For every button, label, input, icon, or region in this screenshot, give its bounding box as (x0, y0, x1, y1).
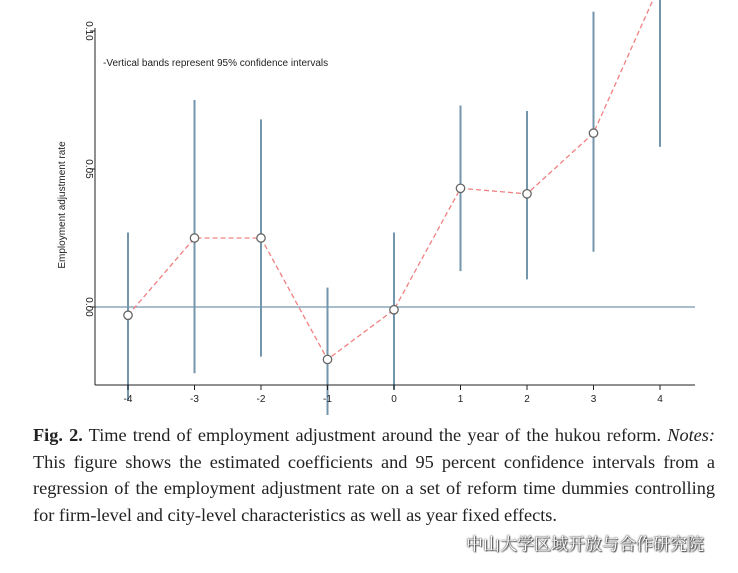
y-tick-label: 0.10 (83, 21, 94, 41)
x-tick-label: 0 (391, 394, 397, 405)
x-tick-label: 2 (524, 394, 530, 405)
coefficient-series (124, 0, 664, 364)
x-tick-label: 1 (457, 394, 464, 405)
watermark-text: 中山大学区域开放与合作研究院 (466, 534, 704, 555)
coefficient-point (323, 355, 331, 363)
y-axis-label: Employment adjustment rate (57, 141, 68, 269)
watermark (432, 527, 704, 557)
coefficient-point (190, 234, 198, 242)
coefficient-point (589, 129, 597, 137)
x-tick-label: 3 (590, 394, 597, 405)
coefficient-point (257, 234, 265, 242)
x-tick-label: 4 (657, 394, 663, 405)
figure-label: Fig. 2. (33, 425, 83, 445)
coefficient-point (124, 311, 132, 319)
coefficient-point (390, 306, 398, 314)
x-tick-label: -1 (323, 394, 332, 405)
figure-caption (33, 422, 715, 528)
y-tick-label: 0.05 (83, 159, 94, 179)
ci-annotation: -Vertical bands represent 95% confidence intervals (103, 58, 329, 69)
y-tick-label: 0.00 (83, 297, 94, 317)
coefficient-point (523, 190, 531, 198)
x-tick-label: -4 (123, 394, 133, 405)
caption-text-1: Time trend of employment adjustment around the year of the hukou reform. (82, 425, 668, 445)
coefficient-point (456, 184, 464, 192)
notes-label: Notes: (667, 425, 715, 445)
wechat-icon (432, 529, 458, 556)
x-tick-label: -3 (190, 394, 199, 405)
x-tick-label: -2 (256, 394, 266, 405)
caption-text-2: This figure shows the estimated coefficients and 95 percent confidence intervals from a regression of the employment adjustment rate on a set of reform time dummies controlling for firm-level and city-level characteristics as well as year fixed effects. (33, 451, 715, 525)
